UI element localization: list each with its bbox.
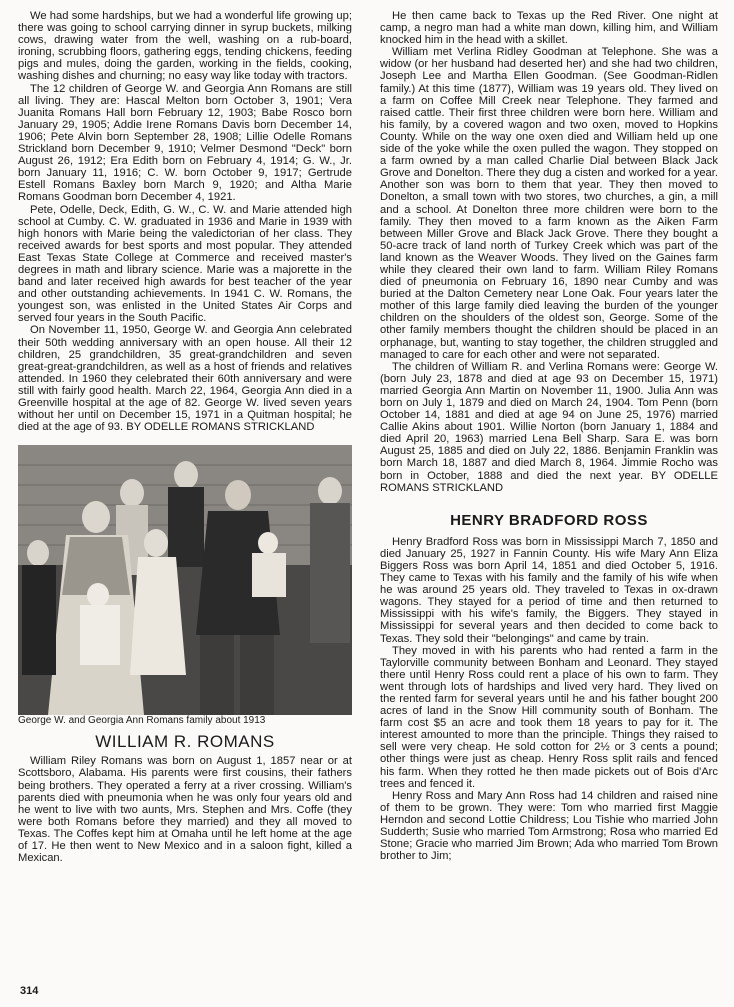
page-number: 314: [20, 985, 39, 997]
right-paragraph-1: He then came back to Texas up the Red River. One night at camp, a negro man had a white man down, killing him, and William knocked him in the head with a skillet.: [380, 10, 718, 47]
left-paragraph-5: William Riley Romans was born on August 1, 1857 near or at Scottsboro, Alabama. His parents were first cousins, their fathers being brothers. They operated a ferry at a river crossing. William's parents died with pneumonia when he was only four years old and he went to live with two aunts, Mrs. Stephen and Mrs. Coffe (they were both Romans before they married) and they all moved to Texas. The Coffes kept him at Omaha until he left home at the age of 17. He then went to New Mexico and in a saloon fight, killed a Mexican.: [18, 755, 352, 865]
section-heading-henry-bradford-ross: HENRY BRADFORD ROSS: [450, 511, 648, 529]
photo-caption: George W. and Georgia Ann Romans family about 1913: [18, 715, 266, 727]
right-paragraph-6: Henry Ross and Mary Ann Ross had 14 children and raised nine of them to be grown. They were: Tom who married first Maggie Herndon and second Lottie Childress; Lou Tishie who married John Sudderth; Susie who married Tom Armstrong; Rosa who married Ed Stone; Gracie who married Jim Brown; Ada who married Tom Brown brother to Jim;: [380, 789, 718, 863]
left-paragraph-1: We had some hardships, but we had a wonderful life growing up; there was going to school carrying dinner in syrup buckets, milking cows, drawing water from the well, washing on a rub-board, ironing, scrubbing floors, gathering eggs, tending chickens, feeding pigs and mules, doing the garden, working in the fields, cooking, washing dishes and churning; no easy way like today with tractors.: [18, 10, 352, 83]
family-photo-graphic: [18, 445, 352, 715]
left-paragraph-2: The 12 children of George W. and Georgia Ann Romans are still all living. They are: Hascal Melton born October 3, 1901; Vera Juanita Romans Hall born February 12, 1903; Babe Rosco born January 29, 1905; Addie Irene Romans Davis born December 14, 1906; Pete Alvin born September 28, 1908; Lillie Odelle Romans Strickland born December 9, 1910; Velmer Desmond "Deck" born August 26, 1912; Era Edith born on February 4, 1914; G. W., Jr. born January 11, 1916; C. W. born October 9, 1917; Gertrude Estell Romans Baxley born March 9, 1920; and Altha Marie Romans Goodman born December 4, 1921.: [18, 82, 352, 204]
section-heading-william-r-romans: WILLIAM R. ROMANS: [95, 732, 275, 752]
left-paragraph-4: On November 11, 1950, George W. and Georgia Ann celebrated their 50th wedding anniversary with an open house. All their 12 children, 25 grandchildren, 35 great-grandchildren and seven great-great-grandchildren, as well as a host of friends and relatives attended. In 1960 they celebrated their 60th anniversary and were still with fairly good health. March 22, 1964, Georgia Ann died in a Greenville hospital at the age of 82. George W. lived seven years without her until on December 15, 1971 in a Quitman hospital; he died at the age of 93. BY ODELLE ROMANS STRICKLAND: [18, 324, 352, 434]
left-column: [18, 10, 352, 864]
family-photo: [18, 445, 352, 715]
right-paragraph-4: Henry Bradford Ross was born in Mississippi March 7, 1850 and died January 25, 1927 in Fannin County. His wife Mary Ann Eliza Biggers Ross was born April 14, 1851 and died October 5, 1916. They came to Texas with his family and the family of his wife when he was around 25 years old. They traveled to Texas in ox-drawn wagons. They stayed for a period of time and then returned to Mississippi with his wife's family, the Biggers. They stayed in Mississippi for several years and then decided to come back to Texas. They sold their "belongings" and came by train.: [380, 535, 718, 645]
right-paragraph-3: The children of William R. and Verlina Romans were: George W. (born July 23, 1878 and died at age 93 on December 15, 1971) married Georgia Ann Martin on November 11, 1900. Julia Ann was born on July 1, 1879 and died on March 24, 1904. Tom Penn (born October 14, 1881 and died at age 94 on June 25, 1976) married Callie Akins about 1901. Willie Norton (born January 1, 1884 and died April 20, 1963) married Lena Bell Sharp. Sara E. was born August 25, 1885 and died on July 22, 1886. Benjamin Franklin was born March 18, 1887 and died March 8, 1964. Jimmie Rocho was born in October, 1888 and died the next year. BY ODELLE ROMANS STRICKLAND: [380, 360, 718, 494]
right-column: [380, 10, 718, 862]
right-paragraph-2: William met Verlina Ridley Goodman at Telephone. She was a widow (or her husband had deserted her) and she had two children, Joseph Lee and Martha Ellen Goodman. (See Goodman-Ridlen family.) At this time (1877), William was 19 years old. They lived on a farm on Coffee Mill Creek near Telephone. They farmed and raised cattle. Their first three children were born here. William and his family, by a covered wagon and two oxen, moved to Hopkins County. While on the way one oxen died and William held up one side of the yoke while the oxen pulled the wagon. They stopped on a farm owned by a man called Charlie Dial between Black Jack Grove and Donelton. There they dug a cisten and worked for a year. Another son was born to them that year. They then moved to Donelton, a small town with two stores, two churches, a gin, a mill and a school. At Donelton three more children were born to the family. They then moved to a farm known as the Aiken Farm between Miller Grove and Black Jack Grove. There they bought a 50-acre track of land north of Turkey Creek which was part of the land known as the Weaver Woods. They lived on the Gaines farm while they cleared their own land to farm. William Riley Romans died of pneumonia on February 16, 1890 near Cumby and was buried at the Dalton Cemetery near Lone Oak. Four years later the mother of this large family died leaving the burden of the younger children on the shoulders of the oldest son, George. Some of the other family members thought the children should be placed in an orphanage, but, wanting to stay together, the children struggled and managed to care for each other and were not separated.: [380, 46, 718, 361]
right-paragraph-5: They moved in with his parents who had rented a farm in the Taylorville community between Bonham and Leonard. They stayed there until Henry Ross could rent a place of his own to farm. They went through lots of hardships and lived very hard. They lived on the rented farm for several years until he and his father bought 200 acres of land in the Snow Hill community south of Bonham. The farm cost $5 an acre and took them 18 years to pay for it. The interest amounted to more than the principle. Things they raised to sell were very cheap. He sold cotton for 2½ or 3 cents a pound; other things were just as cheap. Henry Ross split rails and fenced his farm. When they rotted he then made pickets out of Bois d'Arc trees and fenced it.: [380, 644, 718, 790]
left-paragraph-3: Pete, Odelle, Deck, Edith, G. W., C. W. and Marie attended high school at Cumby. C. W. graduated in 1936 and Marie in 1939 with high honors with Marie being the valedictorian of her class. They received awards for best sports and most popular. They attended East Texas State College at Commerce and received master's degrees in math and library science. Marie was a majorette in the band and later received high awards for best teacher of the year and other outstanding achievements. In 1941 C. W. Romans, the youngest son, was enlisted in the United States Air Corps and served four years in the South Pacific.: [18, 203, 352, 325]
